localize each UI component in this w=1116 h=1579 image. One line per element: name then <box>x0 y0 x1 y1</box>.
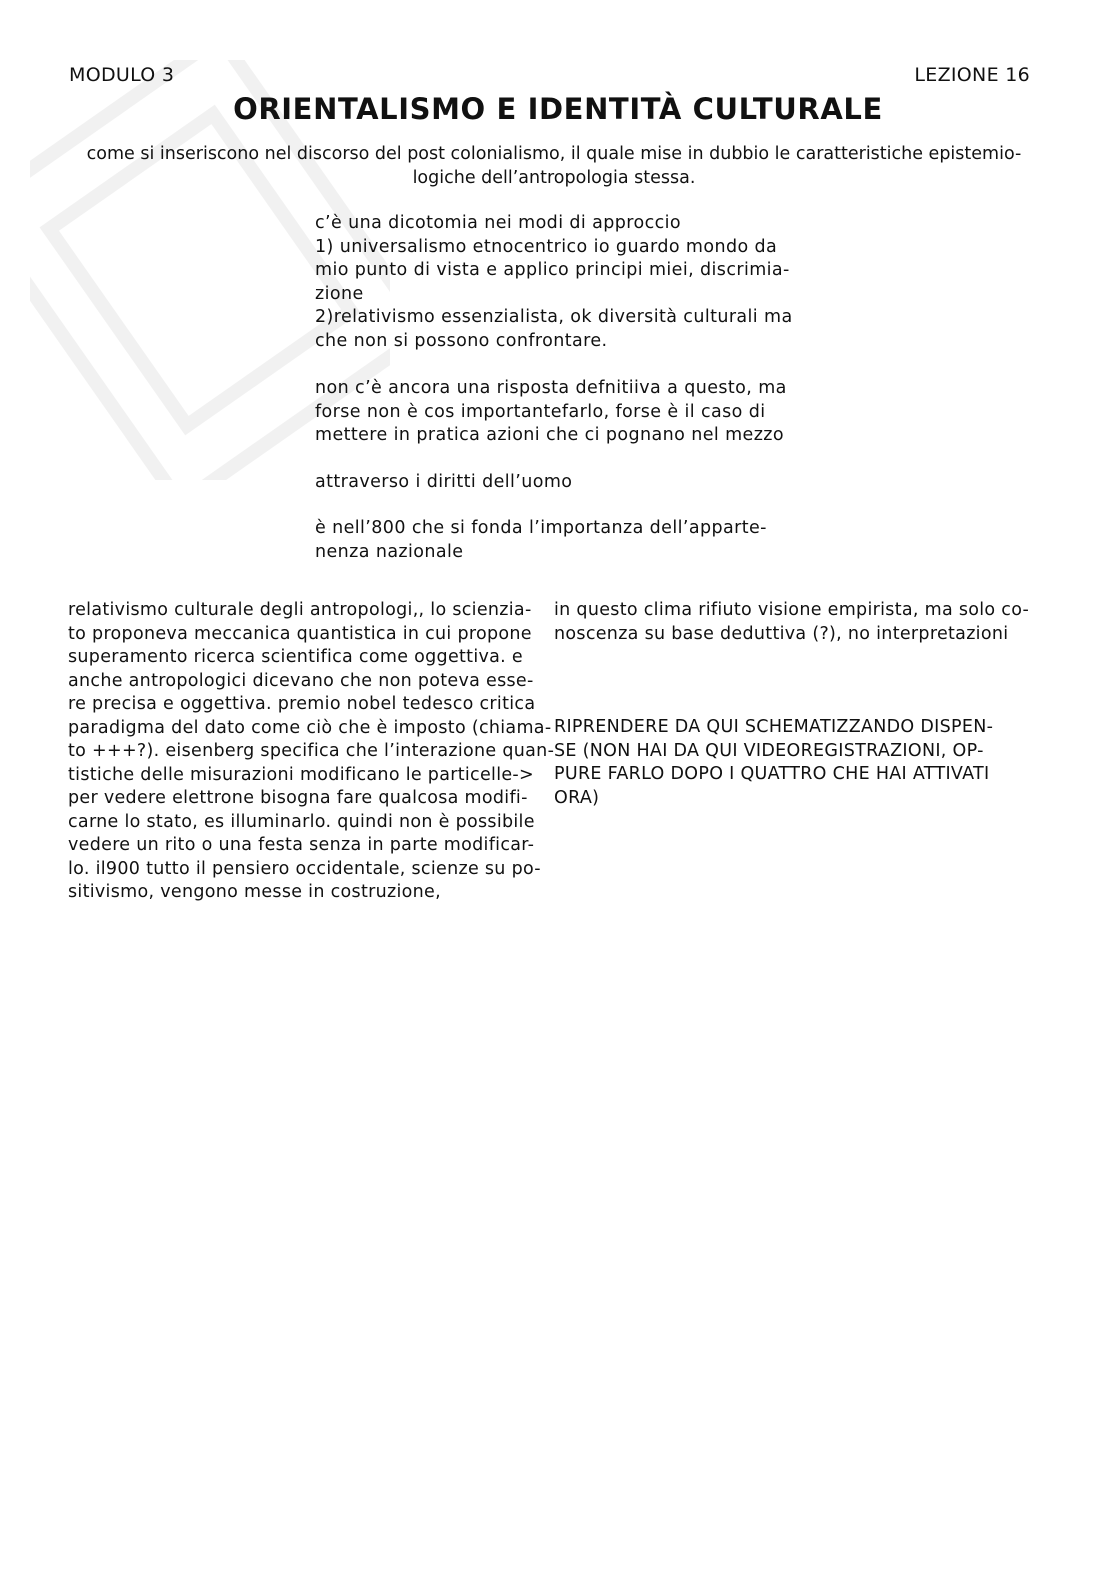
text-line: 2)relativismo essenzialista, ok diversità culturali ma <box>315 307 793 327</box>
text-line: 1) universalismo etnocentrico io guardo mondo da <box>315 236 778 257</box>
right-column-paragraph <box>554 599 1034 646</box>
text-line: sitivismo, vengono messe in costruzione, <box>68 882 441 902</box>
text-line: nenza nazionale <box>315 541 464 562</box>
text-line: anche antropologici dicevano che non poteva esse- <box>68 670 534 691</box>
text-line: ORA) <box>554 787 600 808</box>
text-line: noscenza su base deduttiva (?), no interpretazioni <box>554 623 1009 644</box>
text-line: attraverso i diritti dell’uomo <box>315 472 573 492</box>
text-line: SE (NON HAI DA QUI VIDEOREGISTRAZIONI, OP- <box>554 740 984 761</box>
subtitle <box>65 142 1043 190</box>
text-line: RIPRENDERE DA QUI SCHEMATIZZANDO DISPEN- <box>554 717 994 737</box>
text-line: paradigma del dato come ciò che è imposto (chiama- <box>68 717 552 738</box>
subtitle-line: come si inseriscono nel discorso del post colonialismo, il quale mise in dubbio le caratteristiche epistemio- <box>86 144 1022 164</box>
text-line: zione <box>315 283 364 304</box>
text-line: superamento ricerca scientifica come oggettiva. e <box>68 647 523 667</box>
text-line: tistiche delle misurazioni modificano le particelle-> <box>68 764 534 785</box>
module-label: MODULO 3 <box>69 64 175 86</box>
middle-paragraph-rights <box>315 471 572 495</box>
text-line: per vedere elettrone bisogna fare qualcosa modifi- <box>68 788 528 808</box>
text-line: mio punto di vista e applico principi miei, discrimia- <box>315 260 790 280</box>
text-line: forse non è cos importantefarlo, forse è il caso di <box>315 401 766 422</box>
middle-paragraph-nation <box>315 517 767 564</box>
text-line: non c’è ancora una risposta defnitiiva a questo, ma <box>315 378 787 398</box>
text-line: mettere in pratica azioni che ci pognano nel mezzo <box>315 425 784 445</box>
text-line: lo. il900 tutto il pensiero occidentale, scienze su po- <box>68 858 541 879</box>
middle-paragraph-answer <box>315 377 787 448</box>
text-line: relativismo culturale degli antropologi,, lo scienzia- <box>68 600 532 620</box>
left-column <box>68 599 555 905</box>
text-line: c’è una dicotomia nei modi di approccio <box>315 213 682 233</box>
text-line: PURE FARLO DOPO I QUATTRO CHE HAI ATTIVATI <box>554 764 990 784</box>
text-line: carne lo stato, es illuminarlo. quindi non è possibile <box>68 811 535 832</box>
page-title: ORIENTALISMO E IDENTITÀ CULTURALE <box>233 92 883 126</box>
text-line: vedere un rito o una festa senza in parte modificar- <box>68 835 535 855</box>
text-line: che non si possono confrontare. <box>315 330 608 351</box>
middle-paragraph-dichotomy <box>315 212 793 353</box>
right-column-todo-note <box>554 716 1034 810</box>
subtitle-line: logiche dell’antropologia stessa. <box>412 168 696 188</box>
text-line: to proponeva meccanica quantistica in cui propone <box>68 623 532 644</box>
text-line: re precisa e oggettiva. premio nobel tedesco critica <box>68 694 536 714</box>
text-line: in questo clima rifiuto visione empirista, ma solo co- <box>554 600 1030 620</box>
text-line: è nell’800 che si fonda l’importanza dell’apparte- <box>315 518 767 538</box>
lesson-label: LEZIONE 16 <box>914 64 1030 86</box>
text-line: to +++?). eisenberg specifica che l’interazione quan- <box>68 741 555 761</box>
